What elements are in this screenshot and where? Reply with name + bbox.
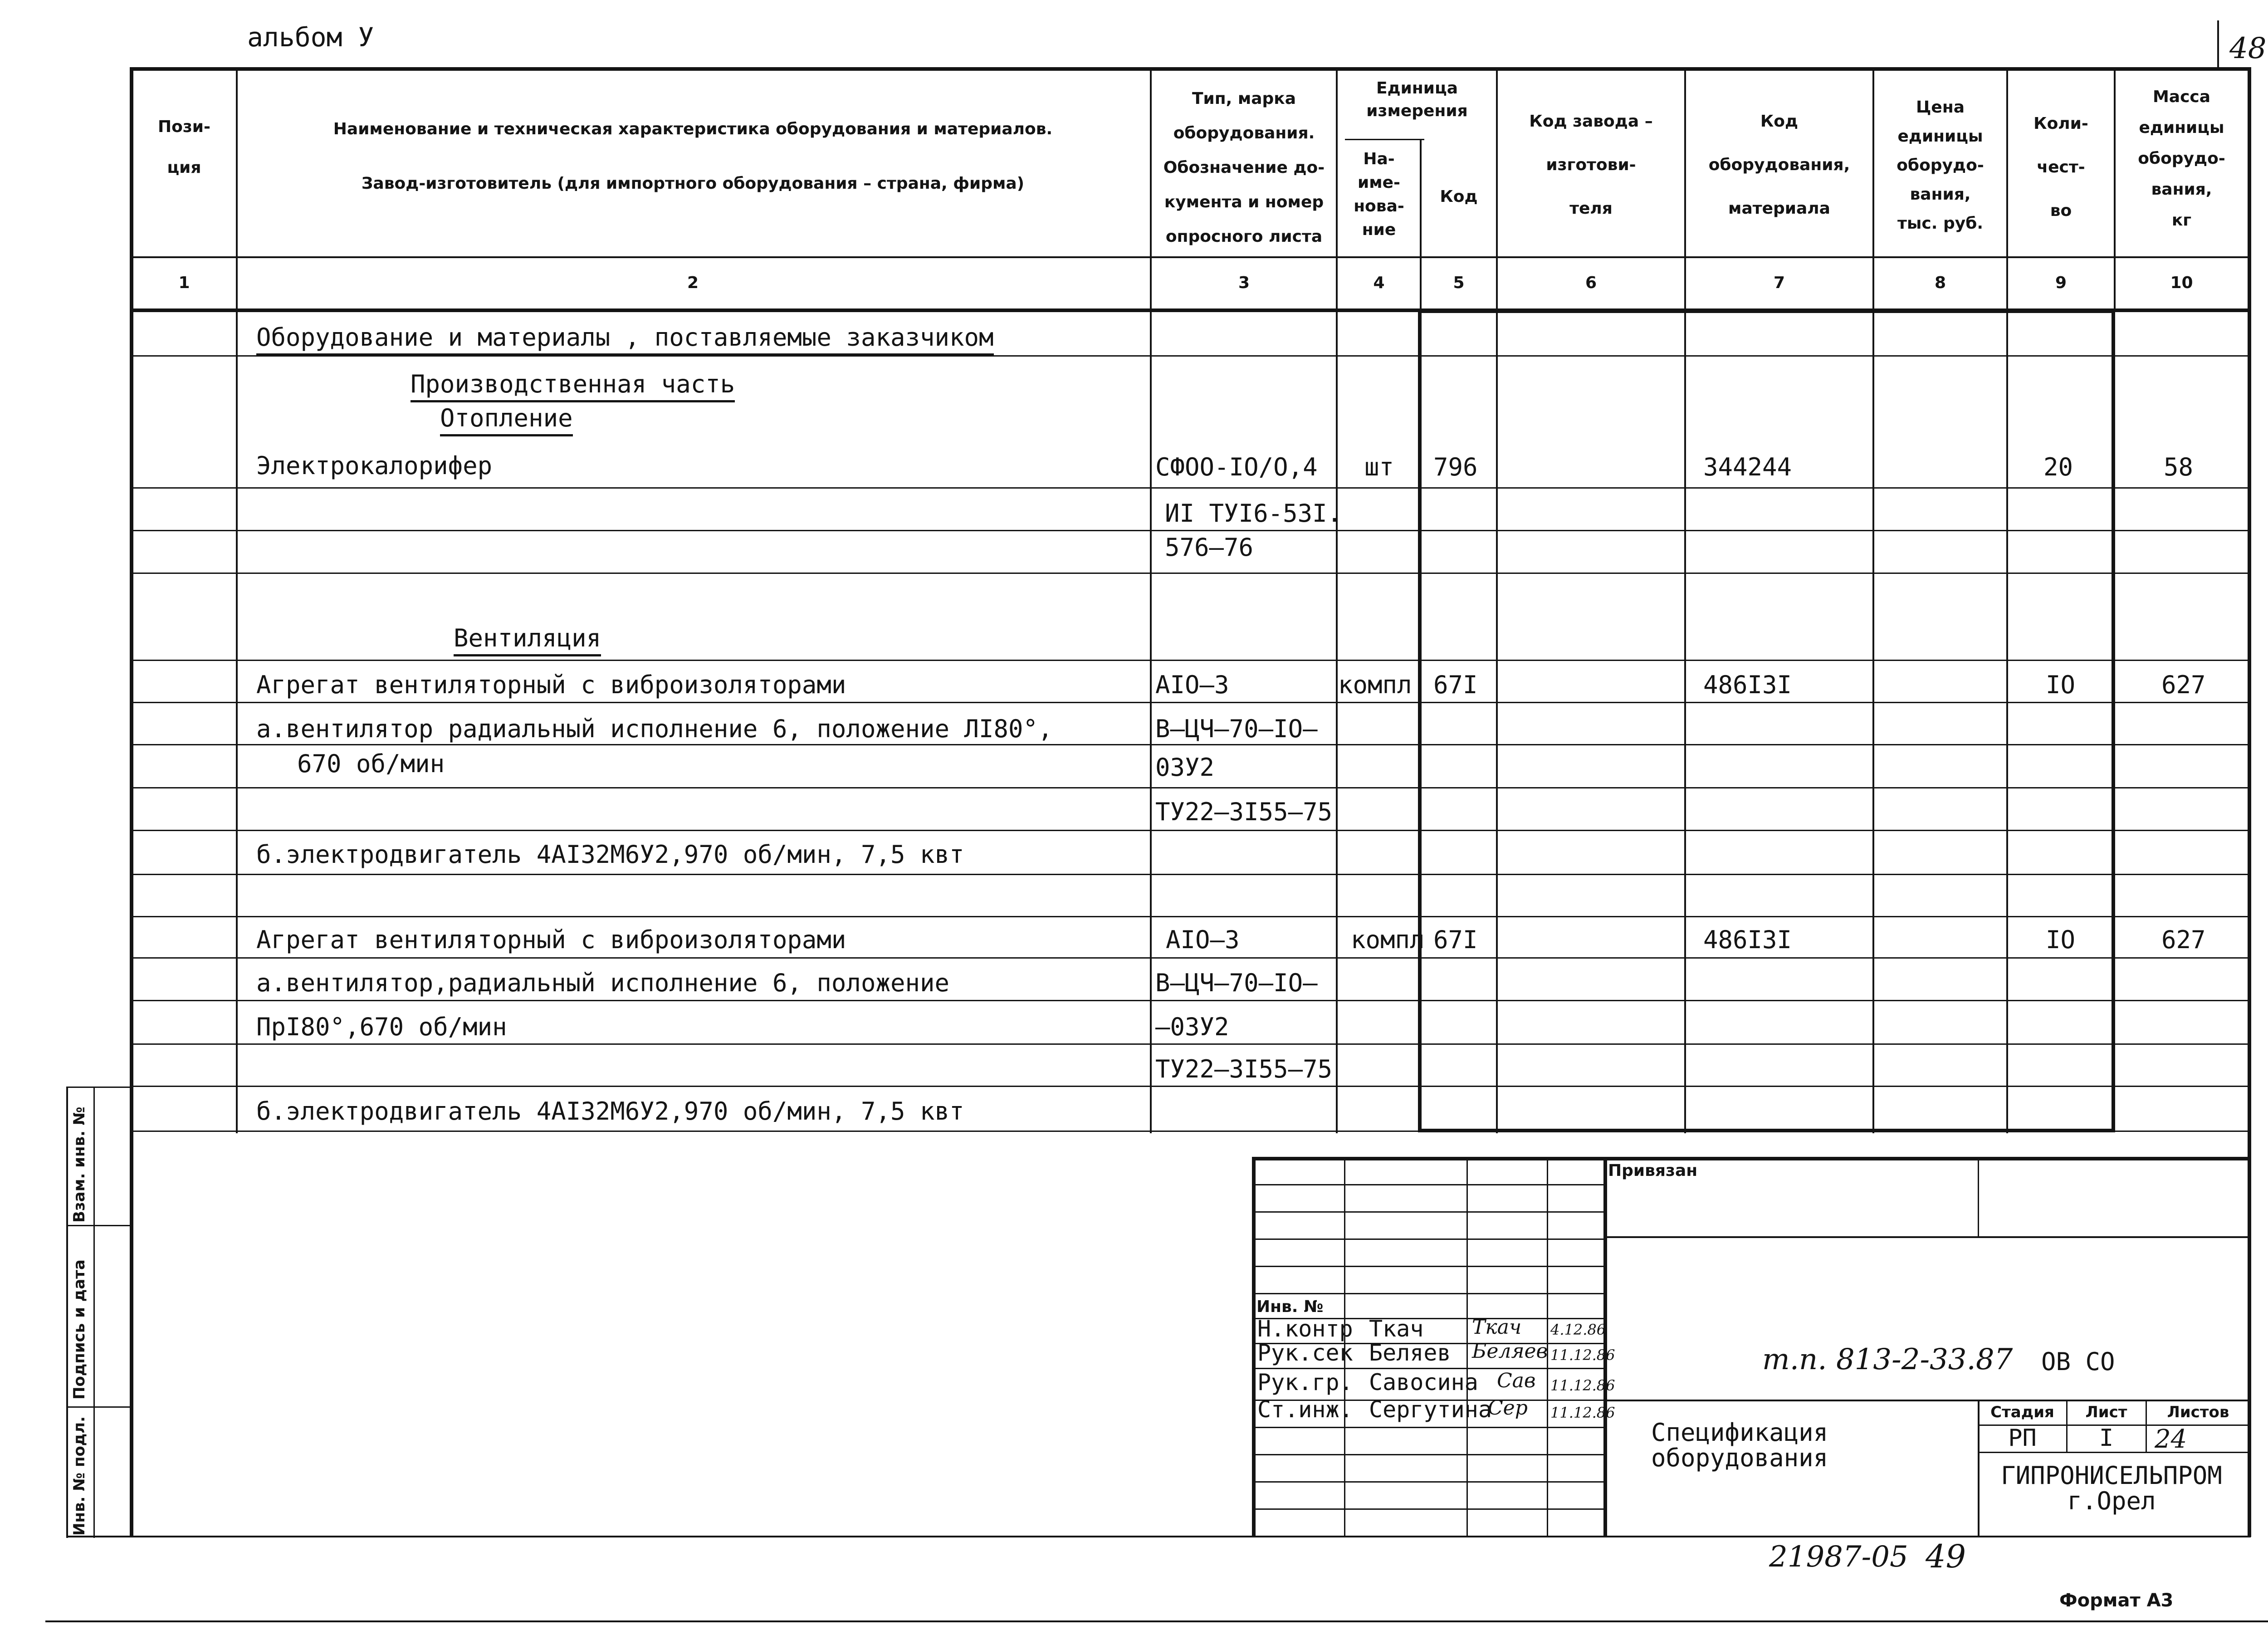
archive-number: 21987-05 [1769,1540,1908,1574]
subsection-title: Производственная часть [411,370,735,402]
item-name: б.электродвигатель 4AI32M6У2,970 об/мин, 7,5 квт [256,840,964,869]
item-unit: компл [1351,925,1425,954]
archive-page: 49 [1926,1538,1966,1575]
colnum-6: 6 [1585,274,1597,292]
subsection-title: Вентиляция [454,624,601,656]
item-name-cont: 670 об/мин [297,749,445,778]
header-mass: Масса единицы оборудо- вания, кг [2138,88,2225,230]
signature-date-label: Подпись и дата [70,1259,88,1400]
signer-name: Беляев [1369,1340,1451,1366]
item-name: Электрокалорифер [256,451,493,480]
colnum-5: 5 [1453,274,1465,292]
item-mass: 627 [2161,671,2206,699]
header-unit-code: Код [1440,187,1478,206]
section-title: Оборудование и материалы , поставляемые заказчиком [256,323,994,356]
item-type-cont: 576–76 [1165,533,1254,562]
sheets-label: Листов [2167,1403,2229,1421]
signer-role: Рук.сек [1257,1340,1353,1366]
signer-name: Савосина [1369,1369,1478,1395]
item-quantity: IO [2046,925,2076,954]
colnum-8: 8 [1934,274,1946,292]
header-unit-group: Единица измерения [1366,79,1468,120]
item-equipment-code: 344244 [1703,453,1792,481]
item-unit-code: 67I [1433,925,1478,954]
attached-label: Привязан [1608,1161,1698,1180]
sign-date: 11.12.86 [1550,1377,1615,1394]
item-name: Агрегат вентиляторный с виброизоляторами [256,671,846,699]
signer-name: Ткач [1369,1316,1424,1342]
colnum-3: 3 [1238,274,1250,292]
item-unit-code: 67I [1433,671,1478,699]
colnum-2: 2 [687,274,699,292]
stage-label: Стадия [1990,1403,2054,1421]
sign-date: 11.12.86 [1550,1404,1615,1421]
colnum-1: 1 [178,274,190,292]
signer-role: Н.контр [1257,1316,1353,1342]
doc-title: Спецификация оборудования [1651,1418,1828,1472]
bottom-rule [45,1620,2268,1622]
sheet-value: I [2099,1425,2114,1452]
header-name-line1: Наименование и техническая характеристика оборудования и материалов. [333,120,1053,138]
table-row [440,404,573,432]
item-equipment-code: 486I3I [1703,671,1792,699]
item-type: AIO–3 [1155,671,1229,699]
header-equipment-code: Код оборудования, материала [1708,112,1850,218]
item-mass: 627 [2161,925,2206,954]
colnum-9: 9 [2055,274,2067,292]
doc-code: т.п. 813-2-33.87 [1762,1343,2013,1376]
table-row [454,624,601,652]
item-type-cont: ИI ТУI6-53I. [1165,499,1342,528]
item-type-cont: 03У2 [1155,753,1215,782]
header-type: Тип, марка оборудования. Обозначение до- кумента и номер опросного листа [1163,89,1325,246]
item-type: AIO–3 [1166,925,1240,954]
item-name: Агрегат вентиляторный с виброизоляторами [256,925,846,954]
header-unit-name: На- име- нова- ние [1354,150,1404,239]
sign-date: 11.12.86 [1550,1346,1615,1364]
item-type-cont: ТУ22–3I55–75 [1155,798,1333,826]
signature: Беляев [1472,1340,1548,1363]
signer-role: Рук.гр. [1257,1369,1353,1395]
signature: Сер [1488,1396,1528,1420]
stage-value: РП [2008,1425,2037,1452]
signature: Ткач [1472,1316,1522,1339]
sheets-value: 24 [2155,1425,2187,1454]
header-position: Пози- ция [158,117,210,177]
item-type-cont: ТУ22–3I55–75 [1155,1055,1333,1083]
sign-date: 4.12.86 [1550,1321,1606,1338]
header-factory-code: Код завода – изготови- теля [1529,112,1653,218]
header-name-line2: Завод-изготовитель (для импортного оборудования – страна, фирма) [361,174,1025,193]
signature: Сав [1497,1369,1536,1392]
page-number: 48 [2229,32,2267,65]
item-name: б.электродвигатель 4AI32M6У2,970 об/мин, 7,5 квт [256,1097,964,1126]
colnum-4: 4 [1373,274,1385,292]
section-code: ОВ СО [2041,1347,2115,1376]
replace-inv-label: Взам. инв. № [70,1106,88,1223]
item-type: В–ЦЧ–70–IO– [1155,715,1318,743]
table-row [411,370,735,398]
item-unit: компл [1338,671,1412,699]
item-unit-code: 796 [1433,453,1478,481]
item-name: а.вентилятор,радиальный исполнение 6, положение [256,969,950,997]
page-number-divider [2217,20,2219,69]
album-label: альбом У [247,22,374,53]
colnum-10: 10 [2170,274,2193,292]
signer-name: Сергутина [1369,1396,1492,1423]
item-type-cont: –03У2 [1155,1013,1229,1041]
inv-no-label: Инв. № [1256,1297,1324,1316]
item-quantity: 20 [2043,453,2073,481]
item-equipment-code: 486I3I [1703,925,1792,954]
signer-role: Ст.инж. [1257,1396,1353,1423]
item-mass: 58 [2164,453,2194,481]
sheet-label: Лист [2085,1403,2127,1421]
frame-bottom [66,1536,2251,1537]
organization: ГИПРОНИСЕЛЬПРОМ г.Орел [2001,1461,2222,1515]
table-row [256,323,994,352]
item-name: а.вентилятор радиальный исполнение 6, положение ЛI80°, [256,715,1053,743]
format-label: Формат А3 [2059,1590,2174,1611]
header-price: Цена единицы оборудо- вания, тыс. руб. [1897,98,1984,233]
subsection-title: Отопление [440,404,573,436]
original-inv-label: Инв. № подл. [70,1416,88,1536]
item-type: В–ЦЧ–70–IO– [1155,969,1318,997]
item-name-cont: ПрI80°,670 об/мин [256,1013,507,1041]
item-unit: шт [1364,453,1394,481]
header-quantity: Коли- чест- во [2033,114,2088,220]
item-type: СФОО-IO/O,4 [1155,453,1318,481]
colnum-7: 7 [1773,274,1785,292]
item-quantity: IO [2046,671,2076,699]
